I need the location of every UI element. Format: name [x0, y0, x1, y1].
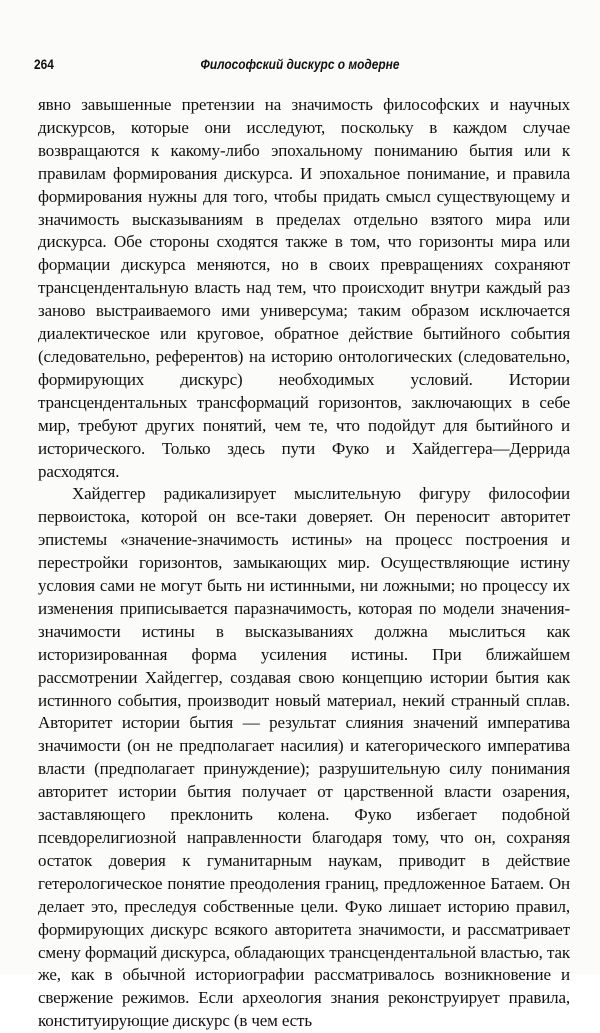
body-text	[38, 94, 570, 1033]
paragraph-1: явно завышенные претензии на значимость философских и научных дискурсов, которые они исследуют, поскольку в каждом случае возвращаются к какому-либо эпохальному пониманию бытия или к правилам формирования дискурса. И эпохальное понимание, и правила формирования нужны для того, чтобы придать смысл существующему и значимость высказываниям в пределах отдельно взятого мира или дискурса. Обе стороны сходятся также в том, что горизонты мира или формации дискурса меняются, но в своих превращениях сохраняют трансцендентальную власть над тем, что происходит внутри каждый раз заново выстраиваемого ими универсума; таким образом исключается диалектическое или круговое, обратное действие бытийного события (следовательно, референтов) на историю онтологических (следовательно, формирующих дискурс) необходимых условий. Истории трансцендентальных трансформаций горизонтов, заключающих в себе мир, требуют других понятий, чем те, что подойдут для бытийного и исторического. Только здесь пути Фуко и Хайдеггера—Деррида расходятся.	[38, 95, 570, 481]
page-header	[34, 56, 566, 80]
page-number: 264	[34, 56, 54, 72]
paragraph-2: Хайдеггер радикализирует мыслительную фигуру философии первоистока, которой он все-таки доверяет. Он переносит авторитет эпистемы «значение-значимость истины» на процесс построения и перестройки горизонтов, замыкающих мир. Осуществляющие истину условия сами не могут быть ни истинными, ни ложными; но процессу их изменения приписывается паразначимость, которая по модели значения-значимости истины в высказываниях должна мыслиться как историзированная форма усиления истины. При ближайшем рассмотрении Хайдеггер, создавая свою концепцию истории бытия как истинного события, производит новый материал, некий странный сплав. Авторитет истории бытия — результат слияния значений императива значимости (он не предполагает насилия) и категорического императива власти (предполагает принуждение); разрушительную силу понимания авторитет истории бытия получает от царственной власти озарения, заставляющего преклонить колена. Фуко избегает подобной псевдорелигиозной направленности благодаря тому, что он, сохраняя остаток доверия к гуманитарным наукам, приводит в действие гетерологическое понятие преодоления границ, предложенное Батаем. Он делает это, преследуя собственные цели. Фуко лишает историю правил, формирующих дискурс всякого авторитета значимости, и рассматривает смену формаций дискурса, обладающих трансцендентальной властью, так же, как в обычной историографии рассматривалось возникновение и свержение режимов. Если археология знания реконструирует правила, конституирующие дискурс (в чем есть	[38, 484, 570, 1031]
running-title: Философский дискурс о модерне	[200, 56, 400, 72]
